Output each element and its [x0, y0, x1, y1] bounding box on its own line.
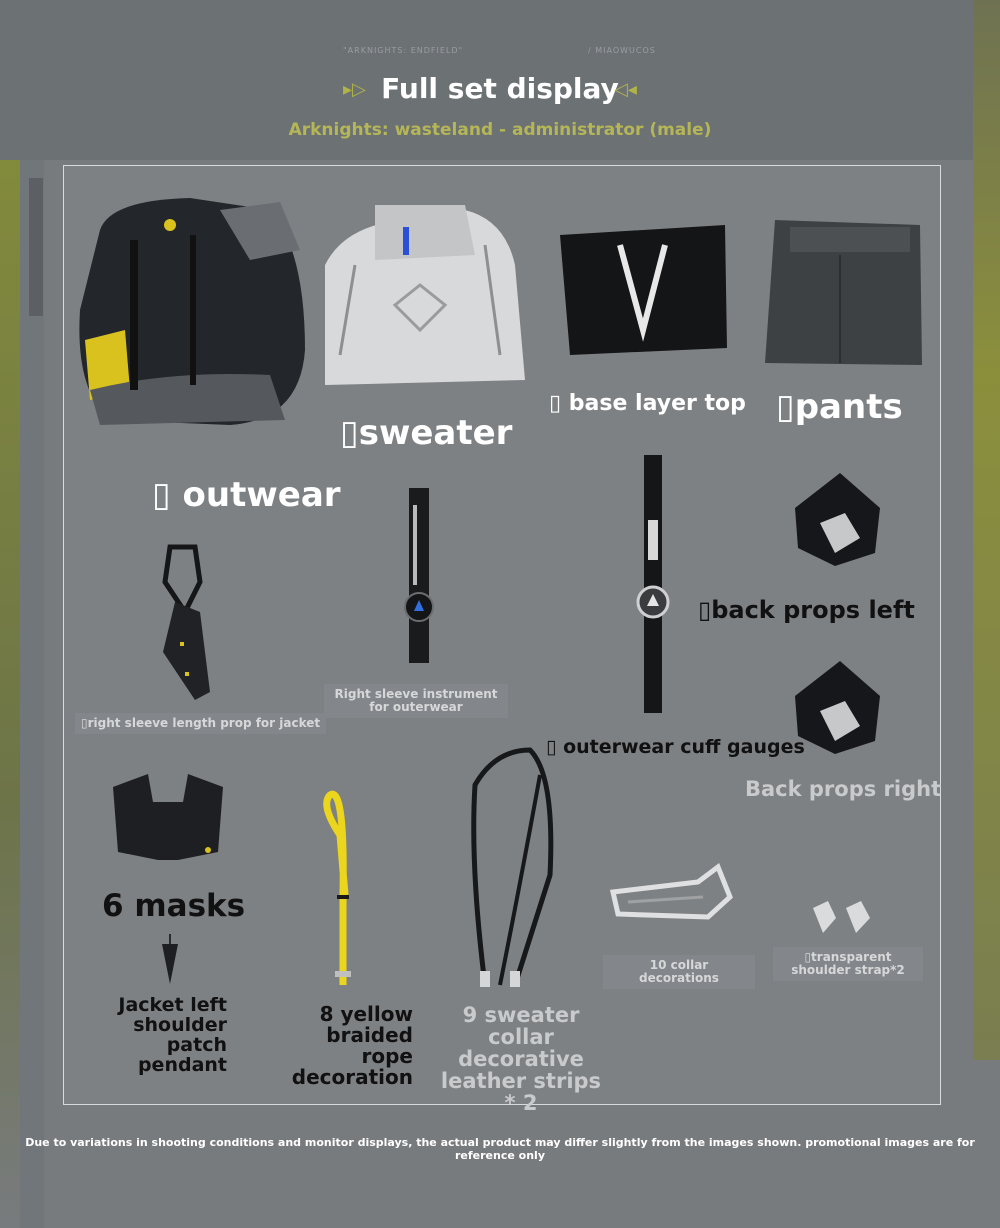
right-sleeve-instrument-image — [395, 485, 445, 665]
cuff-gauges-label: ▯ outerwear cuff gauges — [546, 736, 805, 758]
back-props-right-label: Back props right — [745, 777, 942, 801]
brand-tag: / MIAOWUCOS — [588, 46, 656, 55]
game-tag: "ARKNIGHTS: ENDFIELD" — [343, 46, 464, 55]
collar-decorations-label: 10 collar decorations — [603, 955, 755, 989]
disclaimer: Due to variations in shooting conditions and monitor displays, the actual product may differ slightly from the images shown. promotional images are for reference only — [25, 1136, 975, 1162]
right-accent-band — [973, 0, 1000, 1060]
masks-label: 6 masks — [102, 888, 246, 924]
back-props-right-image — [790, 656, 885, 756]
right-sleeve-prop-image — [155, 542, 220, 702]
collar-decorations-image — [608, 862, 733, 924]
page-subtitle: Arknights: wasteland - administrator (male) — [288, 120, 712, 140]
leather-strips-label: 9 sweater collar decorative leather strips * 2 — [440, 1003, 602, 1116]
leather-strips-image — [460, 745, 570, 995]
back-props-left-image — [790, 468, 885, 568]
outwear-image — [70, 190, 310, 440]
cuff-gauges-image — [633, 450, 673, 715]
rail-knob — [29, 178, 43, 316]
pants-image — [760, 215, 925, 370]
right-arrows-icon: ◁◂ — [614, 79, 637, 100]
shoulder-pendant-image — [158, 932, 183, 987]
base-layer-top-image — [555, 220, 730, 355]
left-rail — [20, 160, 44, 1228]
pants-label: ▯pants — [776, 387, 903, 427]
right-sleeve-instrument-label: Right sleeve instrument for outerwear — [324, 684, 508, 718]
left-accent-band — [0, 160, 20, 1228]
shoulder-pendant-label: Jacket left shoulder patch pendant — [118, 994, 227, 1076]
left-arrows-icon: ▸▷ — [343, 79, 366, 100]
yellow-rope-image — [315, 775, 375, 990]
base-layer-top-label: ▯ base layer top — [549, 391, 746, 416]
page-title: Full set display — [381, 72, 619, 105]
right-sleeve-prop-label: ▯right sleeve length prop for jacket — [75, 713, 326, 734]
sweater-label: ▯sweater — [340, 413, 513, 453]
back-props-left-label: ▯back props left — [698, 596, 915, 624]
sweater-image — [315, 205, 530, 390]
outwear-label: ▯ outwear — [152, 475, 341, 515]
masks-image — [108, 772, 228, 862]
shoulder-strap-image — [808, 898, 878, 938]
yellow-rope-label: 8 yellow braided rope decoration — [291, 1002, 413, 1089]
shoulder-strap-label: ▯transparent shoulder strap*2 — [773, 947, 923, 981]
